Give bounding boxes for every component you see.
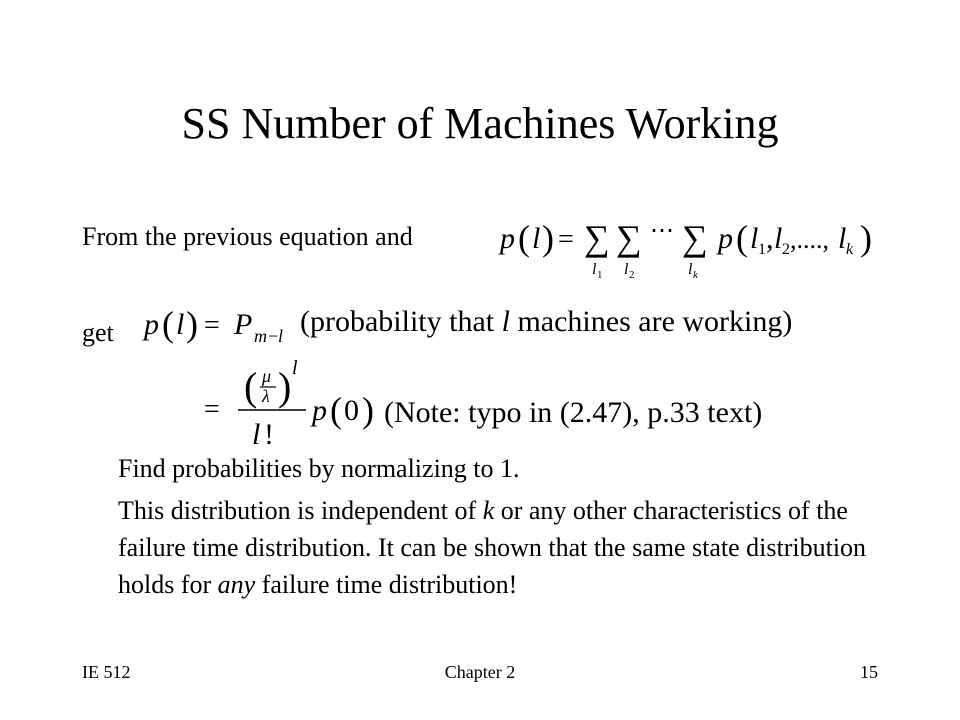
svg-text:l: l: [292, 360, 298, 379]
svg-text:k: k: [846, 241, 854, 258]
probability-note: [300, 305, 792, 339]
paragraph-independence: [118, 492, 888, 603]
slide-title: SS Number of Machines Working: [181, 99, 779, 148]
sum-equation: [498, 210, 878, 280]
svg-text:l: l: [278, 326, 284, 346]
svg-text:∑: ∑: [616, 218, 642, 258]
svg-text:p: p: [500, 222, 515, 255]
svg-text:∑: ∑: [682, 218, 708, 258]
fraction-equation: [200, 360, 380, 460]
probability-note-end: machines are working): [517, 305, 793, 338]
svg-text:l: l: [750, 222, 759, 255]
paragraph-independence-any: any: [217, 570, 256, 599]
from-label: From the previous equation and: [82, 222, 413, 251]
svg-text:(: (: [736, 218, 748, 258]
svg-text:p: p: [312, 394, 327, 427]
svg-text:2: 2: [782, 241, 790, 258]
svg-text:0: 0: [344, 394, 359, 427]
sum-equation-graphic: [498, 210, 878, 280]
svg-text:): ): [860, 218, 872, 258]
paragraph-independence-c: failure time distribution!: [261, 570, 518, 599]
typo-note: (Note: typo in (2.47), p.33 text): [384, 396, 763, 429]
paragraph-normalize: Find probabilities by normalizing to 1.: [118, 454, 520, 483]
svg-text:=: =: [204, 310, 220, 341]
svg-text:l: l: [624, 261, 629, 278]
svg-text:l: l: [838, 222, 847, 255]
paragraph-independence-b: or any other characteristics of the failure time distribution. It can be shown that the same state distribution holds for: [118, 496, 867, 599]
svg-text:,: ,: [766, 222, 774, 255]
svg-text:l: l: [592, 261, 597, 278]
svg-text:=: =: [558, 224, 574, 255]
fraction-equation-graphic: [200, 360, 380, 460]
svg-text:=: =: [204, 394, 220, 425]
svg-text:(: (: [162, 304, 174, 344]
svg-text:μ: μ: [262, 366, 272, 386]
svg-text:2: 2: [629, 269, 635, 280]
svg-text:⋯: ⋯: [650, 218, 674, 244]
svg-text:m: m: [254, 326, 267, 346]
svg-text:1: 1: [597, 269, 603, 280]
get-label: get: [82, 318, 114, 347]
svg-text:): ): [278, 364, 292, 409]
paragraph-independence-k: k: [482, 496, 495, 525]
svg-text:p: p: [144, 308, 159, 341]
svg-text:l: l: [252, 418, 261, 451]
svg-text:,....,: ,....,: [790, 225, 829, 254]
svg-text:1: 1: [758, 241, 766, 258]
footer-page-number: 15: [860, 662, 878, 682]
svg-text:l: l: [688, 261, 693, 278]
paragraph-independence-a: This distribution is independent of: [118, 496, 477, 525]
svg-text:): ): [362, 390, 374, 430]
svg-text:l: l: [774, 222, 783, 255]
prob-equation-graphic: [142, 298, 302, 348]
svg-text:P: P: [234, 308, 253, 341]
svg-text:l: l: [532, 222, 541, 255]
probability-note-open: (probability that: [300, 305, 495, 338]
svg-text:λ: λ: [262, 386, 270, 406]
probability-note-var: l: [501, 305, 510, 338]
svg-text:): ): [542, 218, 554, 258]
svg-text:!: !: [264, 418, 274, 451]
svg-text:−: −: [268, 326, 279, 346]
footer-chapter: Chapter 2: [444, 662, 516, 682]
footer-course: IE 512: [82, 662, 131, 682]
svg-text:): ): [186, 304, 198, 344]
svg-text:p: p: [718, 222, 733, 255]
svg-text:∑: ∑: [584, 218, 610, 258]
svg-text:l: l: [176, 308, 185, 341]
svg-text:(: (: [244, 364, 258, 409]
prob-equation: [142, 298, 302, 348]
svg-text:(: (: [518, 218, 530, 258]
svg-text:k: k: [693, 269, 698, 280]
svg-text:(: (: [330, 390, 342, 430]
